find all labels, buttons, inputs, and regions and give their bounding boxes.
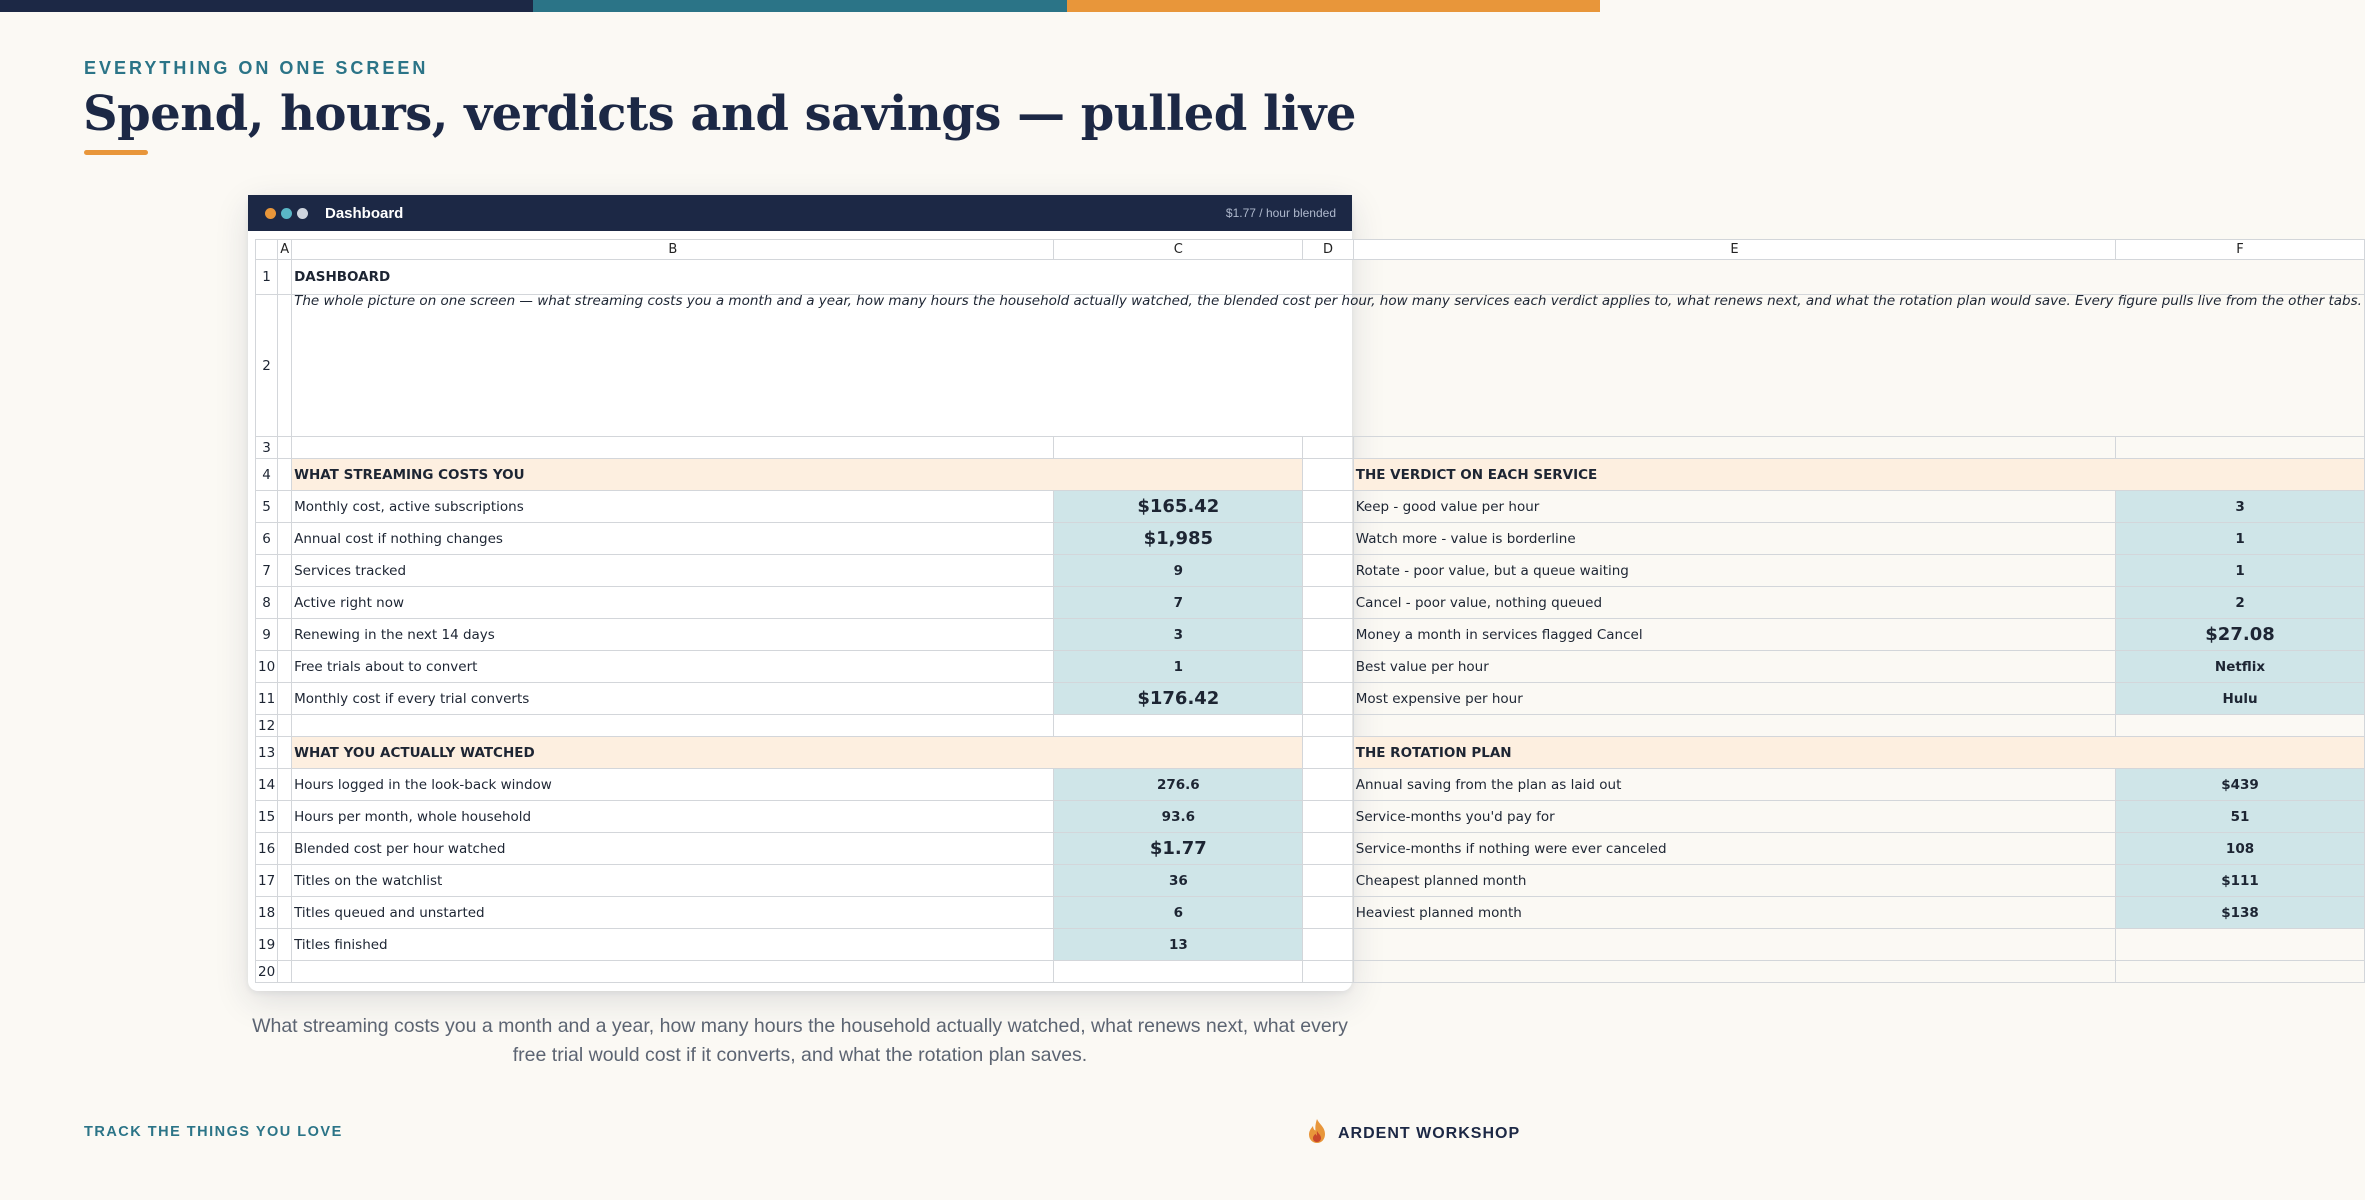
sheet-row	[256, 587, 2365, 619]
row-header[interactable]: 13	[256, 737, 278, 769]
empty-cell[interactable]	[278, 929, 292, 961]
empty-cell[interactable]	[1054, 961, 1303, 983]
metric-label[interactable]: Heaviest planned month	[1353, 897, 2115, 929]
metric-value[interactable]: 36	[1054, 865, 1303, 897]
metric-value[interactable]: 9	[1054, 555, 1303, 587]
empty-cell[interactable]	[278, 555, 292, 587]
metric-label[interactable]: Free trials about to convert	[292, 651, 1054, 683]
empty-cell[interactable]	[1303, 769, 1354, 801]
sheet-row	[256, 897, 2365, 929]
row-header[interactable]: 2	[256, 295, 278, 437]
metric-value[interactable]: $1,985	[1054, 523, 1303, 555]
sheet-row	[256, 459, 2365, 491]
metric-value[interactable]: $165.42	[1054, 491, 1303, 523]
empty-cell[interactable]	[1353, 929, 2115, 961]
empty-cell[interactable]	[278, 833, 292, 865]
empty-cell[interactable]	[278, 523, 292, 555]
sheet-row	[256, 961, 2365, 983]
metric-label[interactable]: Annual saving from the plan as laid out	[1353, 769, 2115, 801]
sheet-description[interactable]: The whole picture on one screen — what streaming costs you a month and a year, how many hours the household actually watched, the blended cost per hour, how many services each verdict applies to, what renews next, and what the rotation plan would save. Every figure pulls live from the other tabs.	[292, 295, 2365, 437]
sheet-row	[256, 491, 2365, 523]
empty-cell[interactable]	[1303, 491, 1354, 523]
empty-cell[interactable]	[1353, 437, 2115, 459]
metric-value[interactable]: Netflix	[2116, 651, 2365, 683]
row-header[interactable]: 17	[256, 865, 278, 897]
empty-cell[interactable]	[278, 260, 292, 295]
metric-value[interactable]: $138	[2116, 897, 2365, 929]
metric-label[interactable]: Cancel - poor value, nothing queued	[1353, 587, 2115, 619]
empty-cell[interactable]	[278, 295, 292, 437]
sheet-row	[256, 619, 2365, 651]
empty-cell[interactable]	[1303, 897, 1354, 929]
row-header[interactable]: 16	[256, 833, 278, 865]
metric-value[interactable]: 1	[1054, 651, 1303, 683]
metric-label[interactable]: Most expensive per hour	[1353, 683, 2115, 715]
footer-tagline: TRACK THE THINGS YOU LOVE	[84, 1124, 343, 1140]
metric-value[interactable]: 3	[2116, 491, 2365, 523]
row-header[interactable]: 18	[256, 897, 278, 929]
row-header[interactable]: 10	[256, 651, 278, 683]
metric-label[interactable]: Money a month in services flagged Cancel	[1353, 619, 2115, 651]
metric-value[interactable]: $176.42	[1054, 683, 1303, 715]
metric-value[interactable]: 108	[2116, 833, 2365, 865]
empty-cell[interactable]	[292, 437, 1054, 459]
page-title: Spend, hours, verdicts and savings — pulled live	[83, 86, 1356, 142]
section-header[interactable]: WHAT YOU ACTUALLY WATCHED	[292, 737, 1303, 769]
column-header[interactable]: E	[1353, 240, 2115, 260]
metric-label[interactable]: Annual cost if nothing changes	[292, 523, 1054, 555]
empty-cell[interactable]	[1054, 715, 1303, 737]
empty-cell[interactable]	[292, 961, 1054, 983]
metric-value[interactable]: $1.77	[1054, 833, 1303, 865]
metric-label[interactable]: Services tracked	[292, 555, 1054, 587]
empty-cell[interactable]	[278, 491, 292, 523]
metric-label[interactable]: Titles queued and unstarted	[292, 897, 1054, 929]
metric-label[interactable]: Hours logged in the look-back window	[292, 769, 1054, 801]
corner-cell[interactable]	[256, 240, 278, 260]
empty-cell[interactable]	[1303, 961, 1354, 983]
empty-cell[interactable]	[1303, 801, 1354, 833]
window-title: Dashboard	[325, 204, 404, 222]
row-header[interactable]: 1	[256, 260, 278, 295]
sheet-row	[256, 651, 2365, 683]
empty-cell[interactable]	[1303, 929, 1354, 961]
metric-value[interactable]: 1	[2116, 555, 2365, 587]
sheet-row	[256, 769, 2365, 801]
title-underline	[84, 150, 148, 155]
metric-value[interactable]: $439	[2116, 769, 2365, 801]
metric-label[interactable]: Titles on the watchlist	[292, 865, 1054, 897]
empty-cell[interactable]	[2116, 929, 2365, 961]
empty-cell[interactable]	[278, 683, 292, 715]
empty-cell[interactable]	[278, 437, 292, 459]
top-color-bar	[0, 0, 1600, 12]
metric-value[interactable]: Hulu	[2116, 683, 2365, 715]
column-header[interactable]: B	[292, 240, 1054, 260]
row-header[interactable]: 15	[256, 801, 278, 833]
metric-label[interactable]: Best value per hour	[1353, 651, 2115, 683]
section-header[interactable]: THE ROTATION PLAN	[1353, 737, 2364, 769]
empty-cell[interactable]	[1303, 833, 1354, 865]
sheet-row	[256, 737, 2365, 769]
metric-label[interactable]: Watch more - value is borderline	[1353, 523, 2115, 555]
spreadsheet-window	[248, 195, 2362, 991]
row-header[interactable]: 11	[256, 683, 278, 715]
sheet-row	[256, 865, 2365, 897]
empty-cell[interactable]	[278, 715, 292, 737]
sheet-grid[interactable]	[255, 239, 2365, 983]
metric-label[interactable]: Hours per month, whole household	[292, 801, 1054, 833]
row-header[interactable]: 12	[256, 715, 278, 737]
window-dot-teal[interactable]	[281, 208, 292, 219]
row-header[interactable]: 6	[256, 523, 278, 555]
footer-brand	[1306, 1118, 1520, 1149]
metric-label[interactable]: Service-months if nothing were ever canceled	[1353, 833, 2115, 865]
empty-cell[interactable]	[2116, 961, 2365, 983]
column-header[interactable]: A	[278, 240, 292, 260]
sheet-row	[256, 929, 2365, 961]
metric-label[interactable]: Keep - good value per hour	[1353, 491, 2115, 523]
empty-cell[interactable]	[1303, 737, 1354, 769]
window-dot-grey[interactable]	[297, 208, 308, 219]
sheet-row	[256, 801, 2365, 833]
column-header[interactable]: F	[2116, 240, 2365, 260]
top-bar-navy	[0, 0, 533, 12]
metric-value[interactable]: 51	[2116, 801, 2365, 833]
caption: What streaming costs you a month and a year, how many hours the household actually watched, what renews next, what every free trial would cost if it converts, and what the rotation plan saves.	[252, 1015, 1348, 1066]
empty-cell[interactable]	[278, 459, 292, 491]
metric-value[interactable]: 2	[2116, 587, 2365, 619]
metric-label[interactable]: Titles finished	[292, 929, 1054, 961]
blended-rate-label: $1.77 / hour blended	[1225, 206, 1336, 220]
sheet-row	[256, 260, 2365, 295]
flame-icon	[1306, 1118, 1328, 1149]
metric-label[interactable]: Blended cost per hour watched	[292, 833, 1054, 865]
empty-cell[interactable]	[1303, 555, 1354, 587]
sheet-row	[256, 555, 2365, 587]
metric-value[interactable]: 276.6	[1054, 769, 1303, 801]
column-header-row	[256, 240, 2365, 260]
sheet-title[interactable]: DASHBOARD	[292, 260, 2365, 295]
sheet-row	[256, 833, 2365, 865]
metric-label[interactable]: Active right now	[292, 587, 1054, 619]
sheet-row	[256, 715, 2365, 737]
empty-cell[interactable]	[278, 769, 292, 801]
empty-cell[interactable]	[278, 865, 292, 897]
sheet-row	[256, 437, 2365, 459]
row-header[interactable]: 7	[256, 555, 278, 587]
empty-cell[interactable]	[1054, 437, 1303, 459]
empty-cell[interactable]	[2116, 437, 2365, 459]
sheet-row	[256, 523, 2365, 555]
section-header[interactable]: THE VERDICT ON EACH SERVICE	[1353, 459, 2364, 491]
empty-cell[interactable]	[1303, 437, 1354, 459]
row-header[interactable]: 14	[256, 769, 278, 801]
column-header[interactable]: C	[1054, 240, 1303, 260]
empty-cell[interactable]	[1303, 619, 1354, 651]
row-header[interactable]: 8	[256, 587, 278, 619]
eyebrow: EVERYTHING ON ONE SCREEN	[84, 58, 429, 78]
row-header[interactable]: 4	[256, 459, 278, 491]
brand-name: ARDENT WORKSHOP	[1338, 1124, 1521, 1142]
empty-cell[interactable]	[278, 619, 292, 651]
empty-cell[interactable]	[278, 737, 292, 769]
empty-cell[interactable]	[1303, 865, 1354, 897]
empty-cell[interactable]	[2116, 715, 2365, 737]
row-header[interactable]: 5	[256, 491, 278, 523]
empty-cell[interactable]	[1303, 587, 1354, 619]
metric-value[interactable]: 6	[1054, 897, 1303, 929]
top-bar-teal	[533, 0, 1066, 12]
window-titlebar	[248, 195, 1352, 231]
empty-cell[interactable]	[1303, 683, 1354, 715]
row-header[interactable]: 19	[256, 929, 278, 961]
sheet-row	[256, 683, 2365, 715]
top-bar-orange	[1067, 0, 1600, 12]
metric-value[interactable]: $111	[2116, 865, 2365, 897]
empty-cell[interactable]	[278, 897, 292, 929]
metric-value[interactable]: 93.6	[1054, 801, 1303, 833]
row-header[interactable]: 9	[256, 619, 278, 651]
empty-cell[interactable]	[1303, 651, 1354, 683]
metric-value[interactable]: 7	[1054, 587, 1303, 619]
empty-cell[interactable]	[278, 651, 292, 683]
empty-cell[interactable]	[1303, 523, 1354, 555]
empty-cell[interactable]	[1353, 961, 2115, 983]
metric-value[interactable]: 1	[2116, 523, 2365, 555]
empty-cell[interactable]	[292, 715, 1054, 737]
window-dot-orange[interactable]	[265, 208, 276, 219]
empty-cell[interactable]	[1303, 715, 1354, 737]
row-header[interactable]: 3	[256, 437, 278, 459]
metric-label[interactable]: Cheapest planned month	[1353, 865, 2115, 897]
empty-cell[interactable]	[278, 587, 292, 619]
metric-value[interactable]: 13	[1054, 929, 1303, 961]
metric-value[interactable]: 3	[1054, 619, 1303, 651]
metric-label[interactable]: Monthly cost if every trial converts	[292, 683, 1054, 715]
sheet-row	[256, 295, 2365, 437]
metric-label[interactable]: Rotate - poor value, but a queue waiting	[1353, 555, 2115, 587]
row-header[interactable]: 20	[256, 961, 278, 983]
empty-cell[interactable]	[1303, 459, 1354, 491]
empty-cell[interactable]	[1353, 715, 2115, 737]
metric-value[interactable]: $27.08	[2116, 619, 2365, 651]
metric-label[interactable]: Service-months you'd pay for	[1353, 801, 2115, 833]
metric-label[interactable]: Renewing in the next 14 days	[292, 619, 1054, 651]
empty-cell[interactable]	[278, 801, 292, 833]
metric-label[interactable]: Monthly cost, active subscriptions	[292, 491, 1054, 523]
section-header[interactable]: WHAT STREAMING COSTS YOU	[292, 459, 1303, 491]
empty-cell[interactable]	[278, 961, 292, 983]
column-header[interactable]: D	[1303, 240, 1354, 260]
